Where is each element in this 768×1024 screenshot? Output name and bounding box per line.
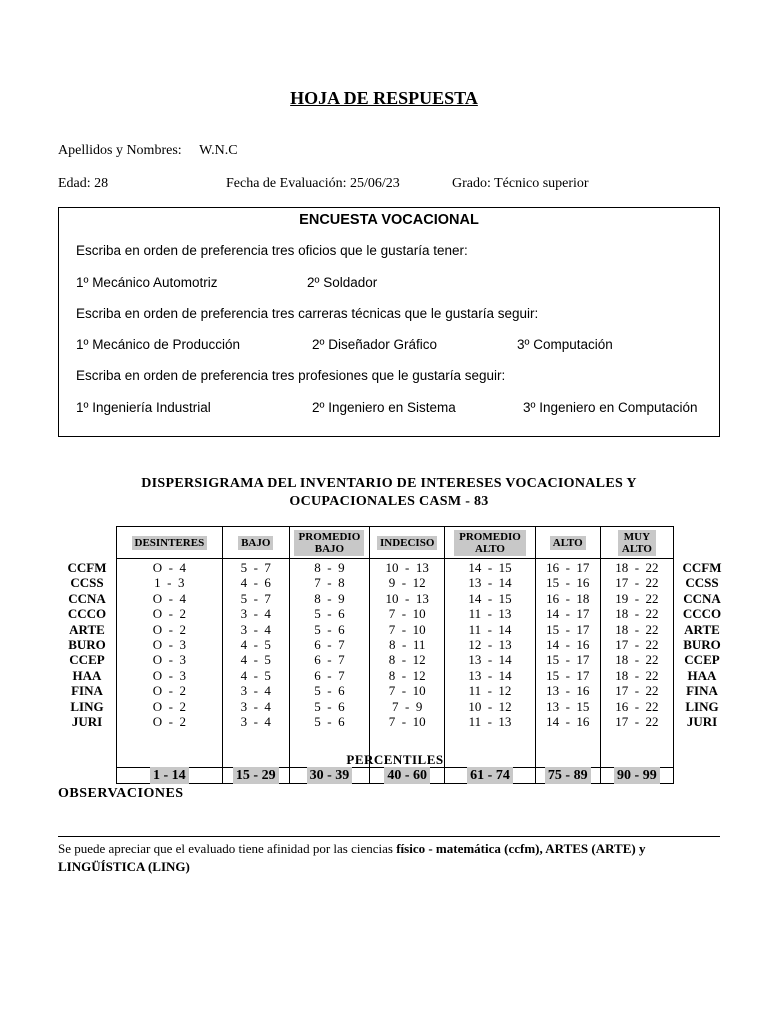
code-left: CCNA (68, 590, 106, 606)
code-left: FINA (71, 683, 103, 699)
header-desinteres: DESINTERES (117, 527, 223, 559)
value-cell: 13 - 14 (468, 667, 512, 683)
code-left: CCCO (67, 606, 107, 622)
percentile-cell: 30 - 39 (289, 768, 369, 784)
code-left: CCEP (69, 652, 105, 668)
value-cell: 5 - 6 (314, 621, 345, 637)
value-cell: 15 - 16 (546, 575, 590, 591)
column-values (535, 559, 600, 768)
value-cell: 13 - 14 (468, 652, 512, 668)
encuesta-answer-2-1: 1º Mecánico de Producción (76, 337, 241, 352)
value-cell: 19 - 22 (615, 590, 659, 606)
observaciones-bold: físico - matemática (ccfm), ARTES (ARTE) y LINGÜÍSTICA (LING) (58, 841, 646, 874)
dispersigrama-table (116, 526, 674, 784)
value-cell: 15 - 17 (546, 621, 590, 637)
value-cell: 13 - 14 (468, 575, 512, 591)
value-cell: 18 - 22 (615, 667, 659, 683)
nombres-value: W.N.C (199, 143, 238, 158)
percentile-cell: 61 - 74 (445, 768, 535, 784)
code-left: ARTE (69, 621, 105, 637)
dispersigrama-title-1: DISPERSIGRAMA DEL INVENTARIO DE INTERESES VOCACIONALES Y (141, 476, 637, 491)
value-cell: O - 2 (152, 698, 186, 714)
value-cell: 1 - 3 (154, 575, 185, 591)
value-cell: 8 - 12 (388, 667, 426, 683)
value-cell: 16 - 17 (546, 560, 590, 575)
value-list (536, 559, 600, 729)
value-cell: 7 - 10 (388, 683, 426, 699)
observaciones-heading: OBSERVACIONES (58, 786, 184, 801)
value-cell: 7 - 10 (388, 606, 426, 622)
code-right: ARTE (684, 621, 720, 637)
header-promedio-bajo: PROMEDIO BAJO (289, 527, 369, 559)
code-right: CCCO (682, 606, 722, 622)
percentile-cell: 15 - 29 (222, 768, 289, 784)
encuesta-answer-3-1: 1º Ingeniería Industrial (76, 400, 211, 415)
encuesta-heading: ENCUESTA VOCACIONAL (299, 212, 479, 228)
encuesta-answer-3-2: 2º Ingeniero en Sistema (312, 400, 456, 415)
encuesta-answer-1-2: 2º Soldador (307, 275, 378, 290)
value-cell: 3 - 4 (240, 683, 271, 699)
header-muy-alto: MUY ALTO (600, 527, 673, 559)
nombres-label: Apellidos y Nombres: (58, 143, 182, 158)
page-title: HOJA DE RESPUESTA (290, 88, 478, 108)
nombres-field (58, 143, 238, 159)
grado-field: Grado: Técnico superior (452, 176, 589, 191)
code-right: LING (685, 698, 719, 714)
column-values (370, 559, 445, 768)
code-left: BURO (68, 637, 106, 653)
code-right: CCSS (685, 575, 719, 591)
codes-right (677, 560, 727, 729)
value-cell: 17 - 22 (615, 714, 659, 730)
value-cell: 4 - 5 (240, 652, 271, 668)
column-values (289, 559, 369, 768)
code-left: CCFM (67, 560, 107, 575)
column-values (117, 559, 223, 768)
value-cell: 12 - 13 (468, 637, 512, 653)
header-bajo: BAJO (222, 527, 289, 559)
value-list (290, 559, 369, 729)
encuesta-answer-2-2: 2º Diseñador Gráfico (312, 337, 437, 352)
value-cell: 10 - 13 (385, 590, 429, 606)
value-cell: 18 - 22 (615, 652, 659, 668)
value-cell: 15 - 17 (546, 667, 590, 683)
code-left: HAA (72, 667, 102, 683)
value-cell: 5 - 6 (314, 698, 345, 714)
value-cell: 4 - 5 (240, 667, 271, 683)
value-cell: 7 - 8 (314, 575, 345, 591)
percentile-cell: 90 - 99 (600, 768, 673, 784)
value-cell: 10 - 12 (468, 698, 512, 714)
code-right: HAA (687, 667, 717, 683)
value-cell: 17 - 22 (615, 575, 659, 591)
value-cell: 13 - 15 (546, 698, 590, 714)
value-cell: 17 - 22 (615, 683, 659, 699)
value-list (445, 559, 534, 729)
percentile-cell: 40 - 60 (370, 768, 445, 784)
value-cell: 16 - 22 (615, 698, 659, 714)
value-cell: 14 - 17 (546, 606, 590, 622)
code-right: BURO (683, 637, 721, 653)
value-cell: O - 4 (152, 560, 186, 575)
value-cell: 3 - 4 (240, 606, 271, 622)
value-cell: O - 2 (152, 683, 186, 699)
value-cell: 6 - 7 (314, 637, 345, 653)
column-values (600, 559, 673, 768)
value-cell: 7 - 9 (392, 698, 423, 714)
edad-field: Edad: 28 (58, 176, 109, 191)
value-cell: 5 - 6 (314, 606, 345, 622)
value-cell: 3 - 4 (240, 714, 271, 730)
value-cell: 9 - 12 (388, 575, 426, 591)
code-right: CCNA (683, 590, 721, 606)
value-cell: O - 3 (152, 637, 186, 653)
value-cell: 5 - 6 (314, 683, 345, 699)
code-left: CCSS (70, 575, 104, 591)
value-list (370, 559, 444, 729)
value-cell: 18 - 22 (615, 560, 659, 575)
value-cell: 8 - 9 (314, 590, 345, 606)
value-cell: 14 - 15 (468, 590, 512, 606)
column-values (222, 559, 289, 768)
encuesta-answer-1-1: 1º Mecánico Automotriz (76, 275, 218, 290)
value-cell: 10 - 13 (385, 560, 429, 575)
value-cell: 5 - 6 (314, 714, 345, 730)
value-cell: O - 2 (152, 606, 186, 622)
value-cell: 15 - 17 (546, 652, 590, 668)
value-cell: 4 - 5 (240, 637, 271, 653)
percentiles-label: PERCENTILES (346, 752, 444, 767)
value-cell: 14 - 15 (468, 560, 512, 575)
code-left: LING (70, 698, 104, 714)
value-cell: 18 - 22 (615, 621, 659, 637)
value-cell: O - 2 (152, 714, 186, 730)
value-cell: 14 - 16 (546, 714, 590, 730)
value-cell: 8 - 9 (314, 560, 345, 575)
observaciones-text (58, 840, 728, 876)
value-cell: 3 - 4 (240, 621, 271, 637)
value-cell: 14 - 16 (546, 637, 590, 653)
value-cell: O - 3 (152, 652, 186, 668)
value-cell: 8 - 12 (388, 652, 426, 668)
value-cell: 6 - 7 (314, 652, 345, 668)
percentile-cell: 1 - 14 (117, 768, 223, 784)
code-left: JURI (71, 714, 103, 730)
value-cell: 18 - 22 (615, 606, 659, 622)
observaciones-rule (58, 836, 720, 837)
value-cell: O - 3 (152, 667, 186, 683)
encuesta-question-1: Escriba en orden de preferencia tres oficios que le gustaría tener: (76, 243, 468, 258)
code-right: JURI (686, 714, 718, 730)
value-cell: O - 4 (152, 590, 186, 606)
encuesta-box (58, 207, 720, 437)
code-right: FINA (686, 683, 718, 699)
value-cell: 11 - 13 (468, 714, 512, 730)
value-cell: 7 - 10 (388, 621, 426, 637)
value-cell: 11 - 14 (468, 621, 512, 637)
dispersigrama-title-2: OCUPACIONALES CASM - 83 (289, 494, 489, 509)
codes-left (62, 560, 112, 729)
value-cell: 6 - 7 (314, 667, 345, 683)
value-cell: 11 - 12 (468, 683, 512, 699)
value-cell: 3 - 4 (240, 698, 271, 714)
value-cell: 7 - 10 (388, 714, 426, 730)
value-cell: 5 - 7 (240, 560, 271, 575)
value-cell: 11 - 13 (468, 606, 512, 622)
value-cell: 4 - 6 (240, 575, 271, 591)
observaciones-plain: Se puede apreciar que el evaluado tiene afinidad por las ciencias (58, 841, 397, 856)
header-alto: ALTO (535, 527, 600, 559)
value-cell: 13 - 16 (546, 683, 590, 699)
fecha-field: Fecha de Evaluación: 25/06/23 (226, 176, 400, 191)
value-list (117, 559, 222, 729)
encuesta-question-3: Escriba en orden de preferencia tres profesiones que le gustaría seguir: (76, 368, 506, 383)
column-values (445, 559, 535, 768)
percentile-cell: 75 - 89 (535, 768, 600, 784)
encuesta-question-2: Escriba en orden de preferencia tres carreras técnicas que le gustaría seguir: (76, 306, 539, 321)
encuesta-answer-2-3: 3º Computación (517, 337, 613, 352)
value-cell: 5 - 7 (240, 590, 271, 606)
value-cell: 16 - 18 (546, 590, 590, 606)
value-cell: O - 2 (152, 621, 186, 637)
encuesta-answer-3-3: 3º Ingeniero en Computación (523, 400, 698, 415)
value-list (223, 559, 289, 729)
value-list (601, 559, 673, 729)
value-cell: 17 - 22 (615, 637, 659, 653)
value-cell: 8 - 11 (389, 637, 426, 653)
code-right: CCEP (684, 652, 720, 668)
header-indeciso: INDECISO (370, 527, 445, 559)
code-right: CCFM (682, 560, 722, 575)
header-promedio-alto: PROMEDIO ALTO (445, 527, 535, 559)
